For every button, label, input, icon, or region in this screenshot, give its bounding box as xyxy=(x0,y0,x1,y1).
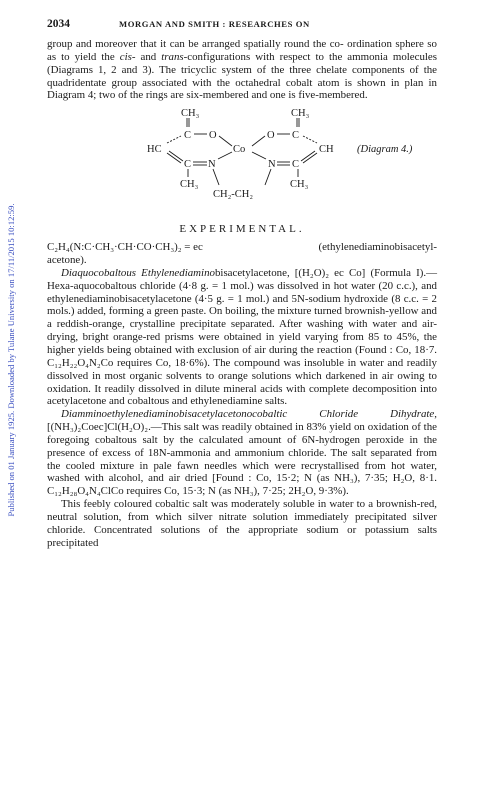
paragraph-cobaltic-salt-properties: This feebly coloured cobaltic salt was moderately soluble in water to a brownish-red, neutral solution, from which silver nitrate solution immediately precipitated silver chloride. Concentrated solutions of the appropriate sodium or potassium salts precipitated xyxy=(47,498,437,549)
download-notice-text: Published on 01 January 1925. Downloaded by Tulane University on 17/11/2015 10:12:59. xyxy=(6,203,16,517)
diagram-caption: (Diagram 4.) xyxy=(357,144,413,156)
ch3-bottom-right: CH₃ xyxy=(290,179,309,191)
hc-label: HC xyxy=(147,144,162,156)
cis-term: cis- xyxy=(119,50,136,63)
trans-term: trans- xyxy=(161,50,188,63)
intro-paragraph: group and moreover that it can be arranged spatially round the co- ordination sphere so as to yield the cis- and trans-configurations with respect to the ammonia molecules (Diagrams 1, 2 and 3). The tricyclic system of the three chelate components of the quadridentate group associated with the octahedral cobalt atom is shown in plan in Diagram 4; two of the rings are six-membered and one is five-membered. xyxy=(47,38,438,102)
c-top-right: C xyxy=(292,130,300,142)
structure-diagram-4 xyxy=(47,105,437,217)
ligand-formula: C₂H₄(N:C·CH₃·CH·CO·CH₃)₂ = ec xyxy=(47,241,203,254)
c-bottom-right: C xyxy=(292,159,300,171)
ligand-formula-line xyxy=(47,241,437,254)
download-notice-sidebar xyxy=(0,30,22,690)
paragraph-diamminocobaltic-chloride: Diamminoethylenediaminobisacetylacetonocobaltic Chloride Dihydrate, [(NH₃)₂Coec]Cl(H₂O)₂.—This salt was readily obtained in 83% yield on oxidation of the foregoing cobaltous salt by the calculated amount of 6N-hydrogen peroxide in the presence of excess of 18N-ammonia and ammonium chloride. The salt separated from the cooled mixture in pale fawn needles which were recrystallised from hot water, washed with alcohol, and air dried [Found : Co, 15·2; N (as NH₃), 7·35; H₂O, 8·1. C₁₂H₂₈O₄N₄ClCo requires Co, 15·3; N (as NH₃), 7·25; 2H₂O, 9·3%). xyxy=(47,408,437,498)
ch3-bottom-left: CH₃ xyxy=(180,179,199,191)
o-right: O xyxy=(267,130,275,142)
paragraph-diaquocobaltous: Diaquocobaltous Ethylenediaminobisacetylacetone, [(H₂O)₂ ec Co] (Formula I).—Hexa-aquocobaltous chloride (4·8 g. = 1 mol.) was dissolved in hot water (20 c.c.), and ethylenediaminobisacetylacetone (4·5 g. = 1 mol.) and 5N-sodium hydroxide (8 c.c. = 2 mols.) added, forming a green paste. On boiling, the mixture turned brownish-yellow and a reddish-orange, crystalline precipitate separated. After washing with water and air-drying, bright orange-red prisms were obtained in yield varying from 85 to 45%, the higher yields being obtained with exclusion of air during the reaction (Found : Co, 18·7. C₁₂H₂₂O₄N₂Co requires Co, 18·6%). The compound was insoluble in water and readily dissolved in most organic solvents to orange solutions which darkened in air owing to oxidation. It readily dissolved in dilute mineral acids with complete decomposition into acetylacetone and cobaltous and ethylenediamine salts. xyxy=(47,266,437,408)
c-top-left: C xyxy=(184,130,192,142)
intro-line-1: group and moreover that it can be arranged spatially round the co- xyxy=(47,38,344,50)
o-left: O xyxy=(209,130,217,142)
structure-diagram-svg xyxy=(47,105,437,217)
ch-label: CH xyxy=(319,144,334,156)
co-label: Co xyxy=(233,144,246,156)
ligand-name: (ethylenediaminobisacetyl- xyxy=(318,241,437,254)
ligand-name-continued: acetone). xyxy=(47,254,87,267)
n-right: N xyxy=(268,159,276,171)
n-left: N xyxy=(208,159,216,171)
ch2-ch2-label: CH₂-CH₂ xyxy=(213,189,253,201)
running-head: MORGAN AND SMITH : RESEARCHES ON xyxy=(119,19,310,29)
c-bottom-left: C xyxy=(184,159,192,171)
section-title-experimental: EXPERIMENTAL. xyxy=(179,223,305,236)
paper-page xyxy=(47,18,437,549)
page-header xyxy=(47,18,437,38)
ch3-top-left: CH₃ xyxy=(181,108,200,120)
page-number: 2034 xyxy=(47,18,70,30)
ch3-top-right: CH₃ xyxy=(291,108,310,120)
